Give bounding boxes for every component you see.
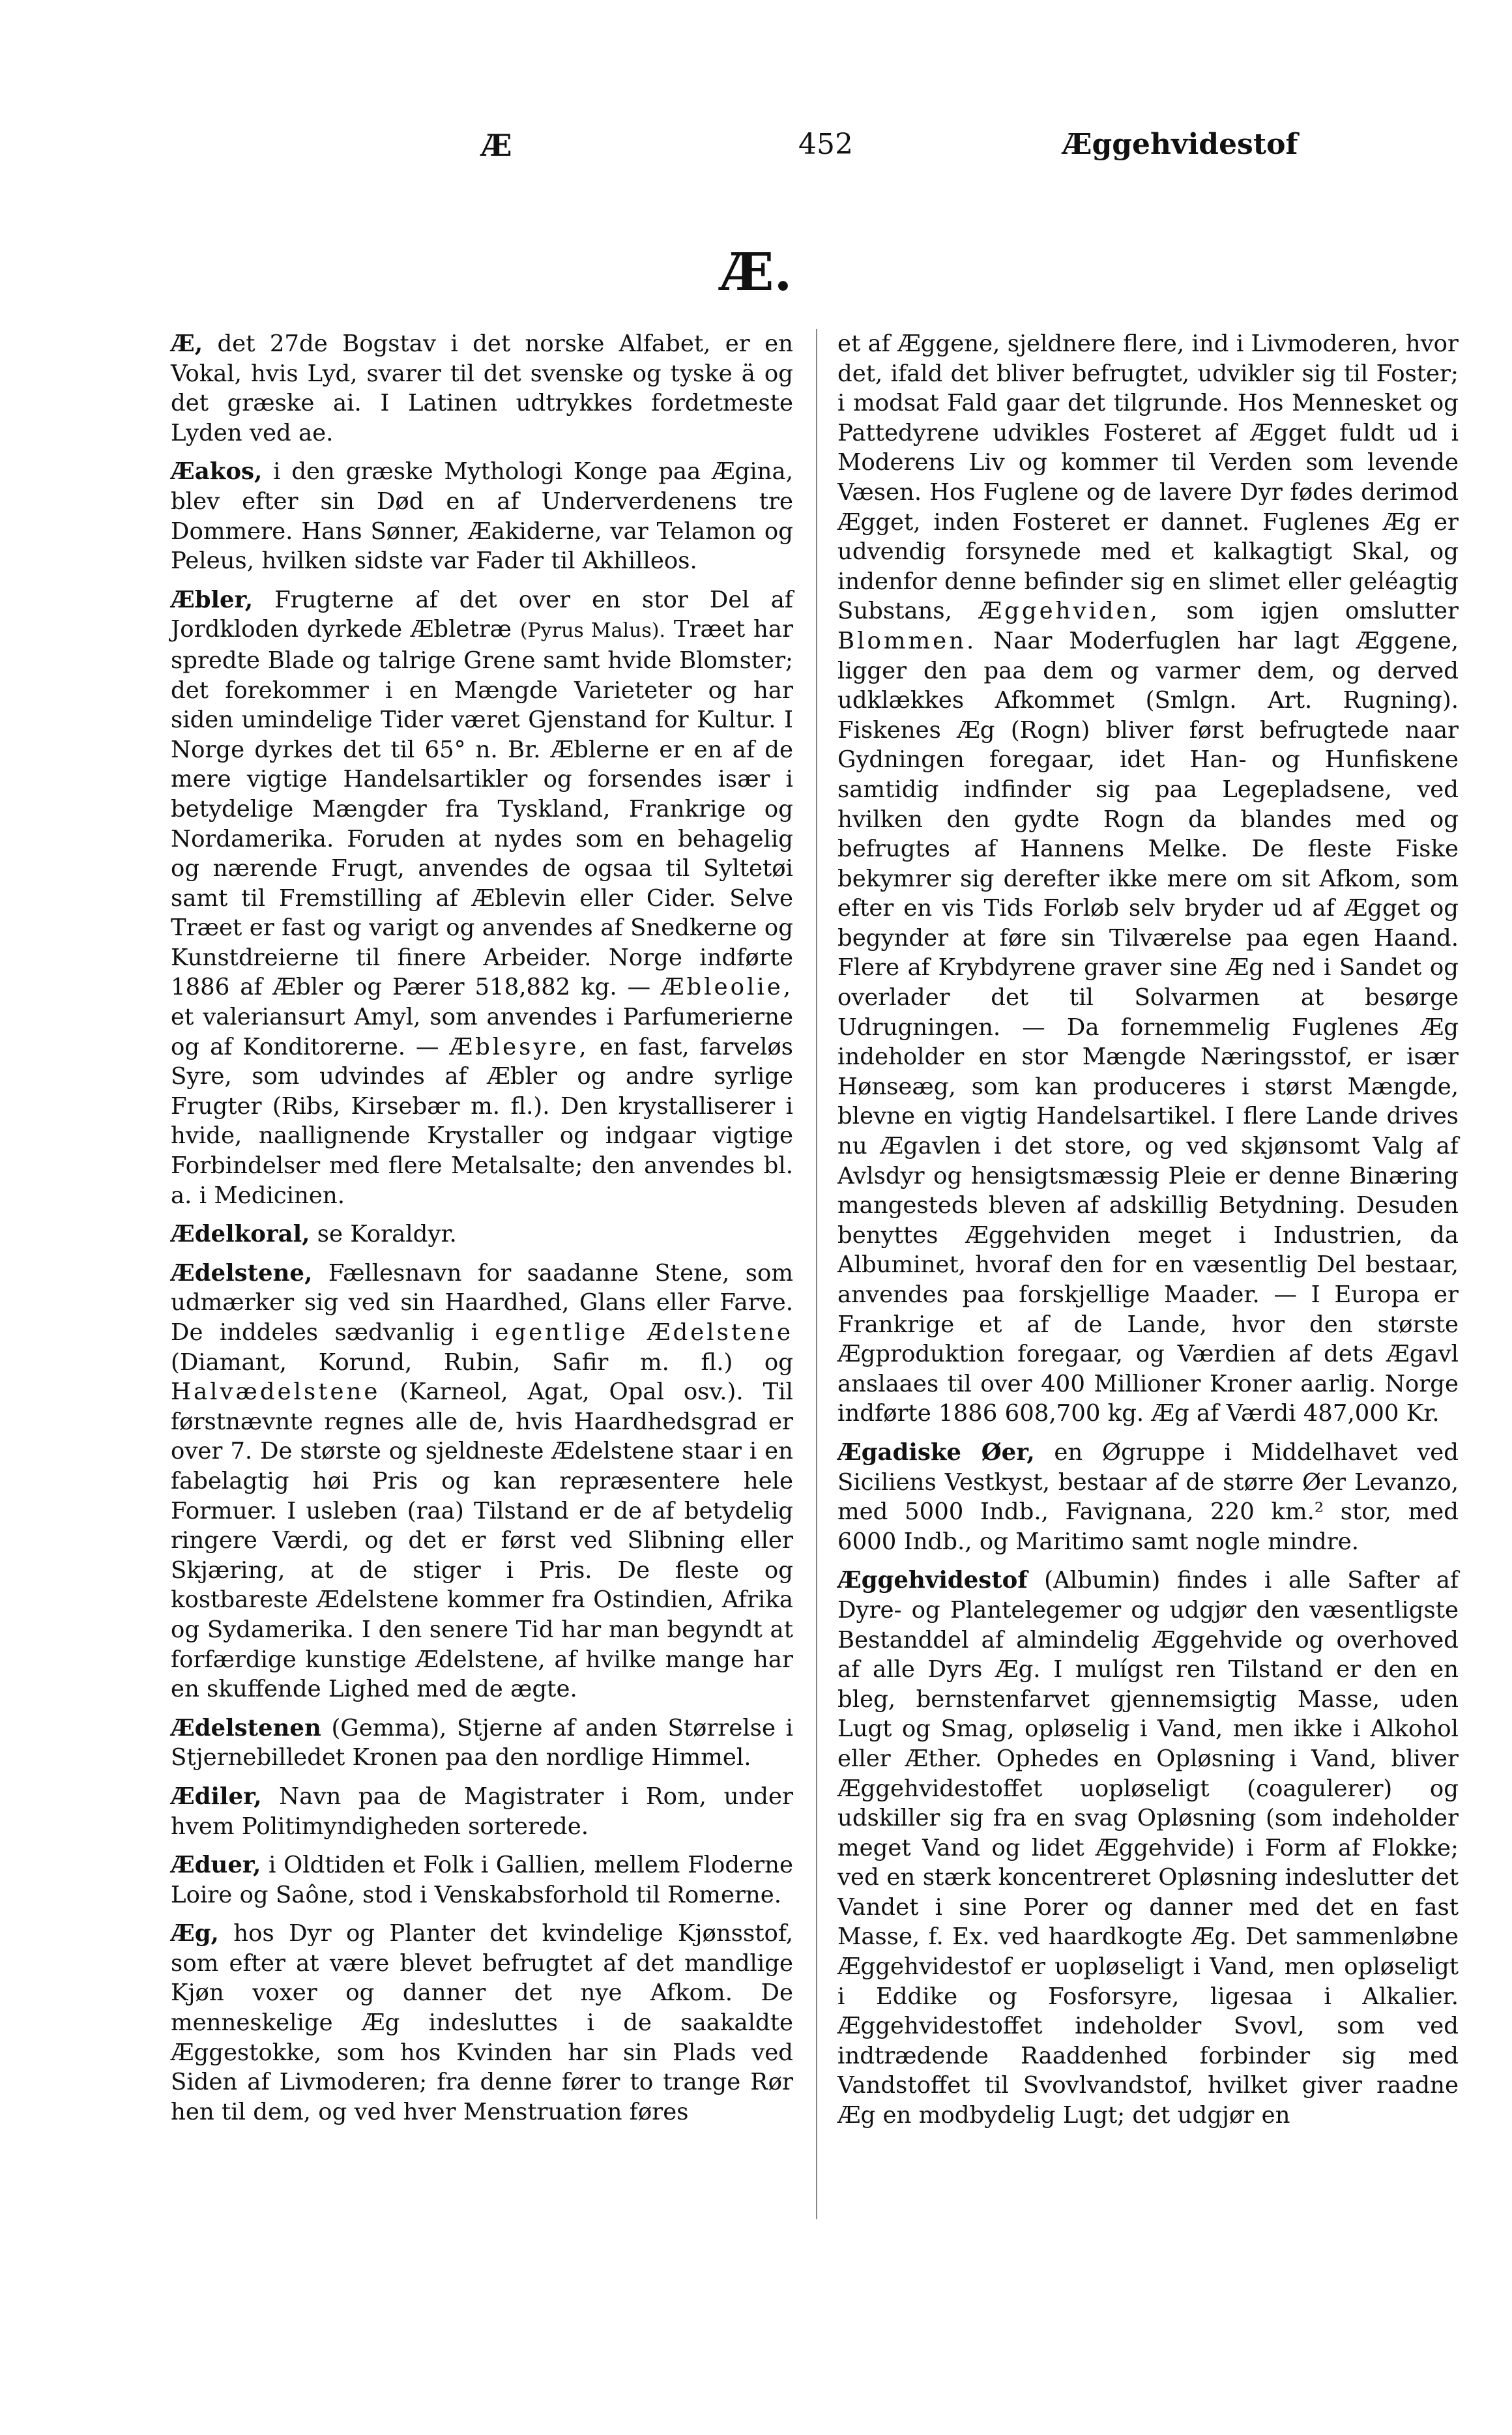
headword: Æduer, [171, 1852, 261, 1879]
headword: Ædelstenen [171, 1714, 321, 1742]
entry-aeggehvidestof [837, 1566, 1459, 2130]
entry-text: se Koraldyr. [310, 1221, 457, 1248]
entry-text: Naar Moderfuglen har lagt Æggene, ligger den paa dem og varmer dem, og derved udklækkes Afkommet (Smlgn. Art. Rugning). Fiskenes Æg (Rogn) bliver først befrugtede naar Gydningen foregaar, idet Han- og Hunfiskene samtidig indfinder sig paa Legepladsene, ved hvilken den gydte Rogn da blandes med og befrugtes af Hannens Melke. De fleste Fiske bekymrer sig derefter ikke mere om sit Afkom, som efter en vis Tids Forløb selv bryder ud af Ægget og begynder at føre sin Tilværelse paa egen Haand. Flere af Krybdyrene graver sine Æg ned i Sandet og overlader det til Solvarmen at besørge Udrugningen. — Da fornemmelig Fuglenes Æg indeholder en stor Mængde Næringsstof, er især Hønseæg, som kan produceres i størst Mængde, blevne en vigtig Handelsartikel. I flere Lande drives nu Ægavlen i det store, og ved skjønsomt Valg af Avlsdyr og hensigtsmæssig Pleie er denne Binæring mangesteds bleven af adskillig Betydning. Desuden benyttes Æggehviden meget i Industrien, da Albuminet, hvoraf den for en væsentlig Del bestaar, anvendes paa forskjellige Maader. — I Europa er Frankrige et af de Lande, hvor den største Ægproduktion foregaar, og Værdien af dets Ægavl anslaaes til over 400 Millioner Kroner aarlig. Norge indførte 1886 608,700 kg. Æg af Værdi 487,000 Kr. [837, 627, 1459, 1427]
column-divider [816, 329, 817, 2219]
entry-aegadiske-oer [837, 1438, 1459, 1556]
spaced-term: Blommen. [837, 627, 977, 654]
entry-text: en Øgruppe i Middelhavet ved Siciliens Vestkyst, bestaar af de større Øer Levanzo, med 5000 Indb., Favignana, 220 km.² stor, med 6000 Indb., og Maritimo samt nogle mindre. [837, 1438, 1459, 1555]
header-left-letter: Æ [481, 128, 512, 163]
page-header [0, 128, 1512, 173]
header-right-word: Æggehvidestof [1062, 128, 1298, 161]
headword: Æg, [171, 1920, 219, 1947]
spaced-term: egentlige Ædelstene [495, 1319, 794, 1346]
entry-text: et valeriansurt Amyl, som anvendes i Parfumerierne og af Konditorerne. — [171, 1004, 793, 1060]
entry-text: Frugterne af det over en stor Del af Jordkloden dyrkede Æbletræ [171, 586, 793, 643]
spaced-term: Æbleolie, [661, 974, 793, 1001]
right-column [837, 329, 1459, 2131]
page-number: 452 [798, 128, 853, 161]
headword: Ægadiske Øer, [837, 1438, 1035, 1466]
entry-text: (Albumin) findes i alle Safter af Dyre- og Plantelegemer og udgjør den væsentligste Bestanddel af almindelig Æggehvide og overhoved af alle Dyrs Æg. I mulígst ren Tilstand er den en bleg, bernstenfarvet gjennemsigtig Masse, uden Lugt og Smag, opløselig i Vand, men ikke i Alkohol eller Æther. Ophedes en Opløsning i Vand, bliver Æggehvidestoffet uopløseligt (coagulerer) og udskiller sig fra en svag Opløsning (som indeholder meget Vand og lidet Æggehvide) i Form af Flokke; ved en stærk koncentreret Opløsning indeslutter det Vandet i sine Porer og danner med det en fast Masse, f. Ex. ved haardkogte Æg. Det sammenløbne Æggehvidestof er uopløseligt i Vand, men opløseligt i Eddike og Fosforsyre, ligesaa i Alkalier. Æggehvidestoffet indeholder Svovl, som ved indtrædende Raaddenhed forbinder sig med Vandstoffet til Svovlvandstof, hvilket giver raadne Æg en modbydelig Lugt; det udgjør en [837, 1567, 1459, 2129]
entry-text: Fællesnavn for saadanne Stene, som udmærker sig ved sin Haardhed, Glans eller Farve. De inddeles sædvanlig i [171, 1259, 793, 1346]
left-column [171, 329, 793, 2127]
entry-aeduer [171, 1850, 793, 1910]
entry-aeg [171, 1919, 793, 2127]
entry-text: Navn paa de Magistrater i Rom, under hvem Politimyndigheden sorterede. [171, 1783, 793, 1840]
headword: Ædelkoral, [171, 1221, 310, 1248]
entry-text: (Karneol, Agat, Opal osv.). Til førstnævnte regnes alle de, hvis Haardhedsgrad er over 7. De største og sjeldneste Ædelstene staar i en fabelagtig høi Pris og kan repræsentere hele Formuer. I usleben (raa) Tilstand er de af betydelig ringere Værdi, og det er først ved Slibning eller Skjæring, at de stiger i Pris. De fleste og kostbareste Ædelstene kommer fra Ostindien, Afrika og Sydamerika. I den senere Tid har man begyndt at forfærdige kunstige Ædelstene, af hvilke mange har en skuffende Lighed med de ægte. [171, 1378, 793, 1703]
entry-aedelstenen [171, 1713, 793, 1773]
headword: Ædelstene, [171, 1259, 313, 1287]
entry-aedelkoral [171, 1219, 793, 1249]
entry-text: Træet har spredte Blade og talrige Grene samt hvide Blomster; det forekommer i en Mængde Varieteter og har siden umindelige Tider været Gjenstand for Kultur. I Norge dyrkes det til 65° n. Br. Æblerne er en af de mere vigtige Handelsartikler og forsendes især i betydelige Mængder fra Tyskland, Frankrige og Nordamerika. Foruden at nydes som en behagelig og nærende Frugt, anvendes de ogsaa til Syltetøi samt til Fremstilling af Æblevin eller Cider. Selve Træet er fast og varigt og anvendes af Snedkerne og Kunstdreierne til finere Arbeider. Norge indførte 1886 af Æbler og Pærer 518,882 kg. — [171, 616, 794, 1001]
headword: Æakos, [171, 458, 263, 486]
entry-aediler [171, 1782, 793, 1841]
headword: Æggehvidestof [837, 1567, 1028, 1594]
spaced-term: Halvædelstene [171, 1378, 381, 1406]
entry-aeg-continued [837, 329, 1459, 1429]
entry-text: en fast, farveløs Syre, som udvindes af Æbler og andre syrlige Frugter (Ribs, Kirsebær m. fl.). Den krystalliserer i hvide, naallignende Krystaller og indgaar vigtige Forbindelser med flere Metalsalte; den anvendes bl. a. i Medicinen. [171, 1033, 793, 1209]
entry-ae [171, 329, 793, 448]
entry-aeakos [171, 457, 793, 576]
entry-text: det 27de Bogstav i det norske Alfabet, er en Vokal, hvis Lyd, svarer til det svenske og tyske ä og det græske ai. I Latinen udtrykkes fordetmeste Lyden ved ae. [171, 330, 793, 446]
headword: Æbler, [171, 586, 254, 613]
entry-text: hos Dyr og Planter det kvindelige Kjønsstof, som efter at være blevet befrugtet af det mandlige Kjøn voxer og danner det nye Afkom. De menneskelige Æg indesluttes i de saakaldte Æggestokke, som hos Kvinden har sin Plads ved Siden af Livmoderen; fra denne fører to trange Rør hen til dem, og ved hver Menstruation føres [171, 1920, 793, 2125]
entry-text: i den græske Mythologi Konge paa Ægina, blev efter sin Død en af Underverdenens tre Dommere. Hans Sønner, Æakiderne, var Telamon og Peleus, hvilken sidste var Fader til Akhilleos. [171, 458, 793, 575]
spaced-term: Æggehviden, [978, 598, 1160, 625]
headword: Ædiler, [171, 1783, 262, 1810]
entry-text: i Oldtiden et Folk i Gallien, mellem Floderne Loire og Saône, stod i Venskabsforhold til Romerne. [171, 1852, 793, 1908]
entry-aedelstene [171, 1259, 793, 1704]
entry-text: (Diamant, Korund, Rubin, Safir m. fl.) og [171, 1349, 793, 1376]
entry-text: (Gemma), Stjerne af anden Størrelse i Stjernebilledet Kronen paa den nordlige Himmel. [171, 1714, 793, 1772]
entry-text: et af Æggene, sjeldnere flere, ind i Livmoderen, hvor det, ifald det bliver befrugtet, udvikler sig til Foster; i modsat Fald gaar det tilgrunde. Hos Mennesket og Pattedyrene udvikles Fosteret af Ægget fuldt ud i Moderens Liv og kommer til Verden som levende Væsen. Hos Fuglene og de lavere Dyr fødes derimod Ægget, inden Fosteret er dannet. Fuglenes Æg er udvendig forsynede med et kalkagtigt Skal, og indenfor denne befinder sig en slimet eller geléagtig Substans, [837, 330, 1459, 625]
headword: Æ, [171, 330, 203, 357]
latin-name: (Pyrus Malus). [519, 619, 666, 643]
entry-aebler [171, 585, 793, 1210]
entry-text: som igjen omslutter [1159, 598, 1459, 625]
section-letter: Æ. [720, 241, 792, 302]
spaced-term: Æblesyre, [449, 1033, 589, 1060]
